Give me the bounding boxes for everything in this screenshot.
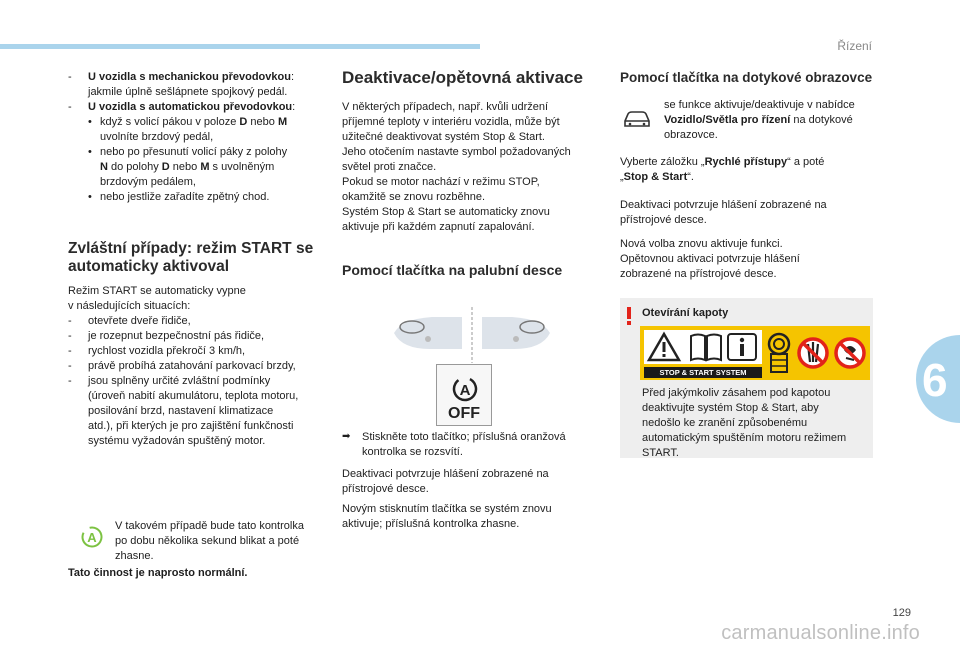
- bullet-item: • když s volicí pákou v poloze D nebo M: [88, 115, 288, 128]
- new-selection-text: Nová volba znovu aktivuje funkci. Opětovnou aktivaci potvrzuje hlášení zobrazené na přístrojové desce.: [620, 238, 800, 280]
- chapter-tab: [916, 335, 960, 423]
- header-bar: [0, 44, 480, 49]
- stop-start-system-banner: STOP & START SYSTEM: [644, 367, 762, 378]
- reactivate-text: Novým stisknutím tlačítka se systém znovu aktivuje; příslušná kontrolka zhasne.: [342, 503, 552, 530]
- car-lights-icon: [621, 107, 653, 129]
- section-title: Řízení: [837, 39, 872, 53]
- chapter-number: 6: [922, 354, 948, 406]
- list-item: - rychlost vozidla překročí 3 km/h,: [68, 344, 246, 357]
- watermark: carmanualsonline.info: [721, 622, 920, 644]
- stop-start-indicator-icon: [80, 526, 104, 548]
- select-tab-text: Vyberte záložku „Rychlé přístupy“ a poté „Stop & Start“.: [620, 156, 825, 183]
- bullet-item: • nebo jestliže zařadíte zpětný chod.: [88, 190, 270, 203]
- normal-note: Tato činnost je naprosto normální.: [68, 567, 248, 579]
- warning-title: Otevírání kapoty: [642, 307, 729, 319]
- warning-text: Před jakýmkoliv zásahem pod kapotou deaktivujte systém Stop & Start, aby nedošlo ke zranění způsobenému automatickým spuštěním motoru režimem START.: [642, 387, 847, 459]
- stop-start-warning-label: [640, 326, 870, 380]
- dashboard-illustration: [392, 305, 552, 365]
- list-item-cont: systému vyžadován spuštěný motor.: [88, 434, 266, 447]
- svg-text:A: A: [87, 530, 97, 545]
- list-item-cont: jakmile úplně sešlápnete spojkový pedál.: [88, 85, 288, 98]
- stop-start-off-button[interactable]: [436, 364, 492, 426]
- dashboard-button-heading: Pomocí tlačítka na palubní desce: [342, 262, 563, 278]
- special-cases-text: Režim START se automaticky vypne v následujících situacích: - otevřete dveře řidiče, - je rozepnut bezpečnostní pás řidiče, - rychlost vozidla překročí 3 km/h, - právě probíhá zatahování parkovací brzdy, - jsou splněny určité zvláštní podmínky (úroveň nabití akumulátoru, teplota motoru, posilování brzd, nastavení klimatizace atd.), při kterých je pro zajištění funkčnosti systému vyžadován spuštěný motor.: [68, 284, 333, 448]
- bullet-cont: brzdovým pedálem,: [100, 175, 196, 188]
- confirm-text: Deaktivaci potvrzuje hlášení zobrazené na přístrojové desce.: [342, 468, 549, 495]
- list-item-cont: (úroveň nabití akumulátoru, teplota motoru,: [88, 389, 299, 402]
- touchscreen-heading: Pomocí tlačítka na dotykové obrazovce: [620, 70, 873, 85]
- bullet-cont: uvolníte brzdový pedál,: [100, 130, 214, 143]
- list-item-cont: posilování brzd, nastavení klimatizace: [88, 404, 274, 417]
- list-item: - U vozidla s automatickou převodovkou:: [68, 100, 296, 113]
- special-cases-heading: Zvláštní případy: režim START se automaticky aktivoval: [68, 240, 314, 275]
- list-item: - je rozepnut bezpečnostní pás řidiče,: [68, 329, 265, 342]
- list-item: - otevřete dveře řidiče,: [68, 314, 191, 327]
- no-hands-icon: [796, 332, 830, 374]
- belt-rotation-icon: [764, 330, 794, 376]
- list-item: - právě probíhá zatahování parkovací brzdy,: [68, 359, 296, 372]
- bullet-cont: N do polohy D nebo M s uvolněným: [100, 160, 275, 173]
- info-icon: [726, 332, 758, 362]
- no-fan-icon: [832, 332, 868, 374]
- hazard-triangle-icon: [646, 331, 682, 363]
- warning-exclamation-icon: [623, 306, 635, 326]
- deactivation-title: Deaktivace/opětovná aktivace: [342, 68, 583, 87]
- deactivation-text: V některých případech, např. kvůli udržení příjemné teploty v interiéru vozidla, může být užitečné deaktivovat systém Stop & Start. Jeho otočením nastavte symbol požadovaných světel proti značce. Pokud se motor nachází v režimu STOP, okamžitě se znovu rozběhne. Systém Stop & Start se automaticky znovu aktivuje při každém zapnutí zapalování.: [342, 101, 571, 233]
- off-label: OFF: [448, 405, 480, 422]
- svg-text:A: A: [459, 382, 471, 399]
- note-text: V takovém případě bude tato kontrolka po dobu několika sekund blikat a poté zhasne.: [115, 520, 304, 562]
- manual-book-icon: [688, 332, 724, 362]
- confirm-text-touch: Deaktivaci potvrzuje hlášení zobrazené na přístrojové desce.: [620, 199, 827, 226]
- press-instruction: ➡ Stiskněte toto tlačítko; příslušná oranžová kontrolka se rozsvítí.: [342, 431, 566, 458]
- page-number: 129: [892, 607, 911, 619]
- arrow-icon: ➡: [342, 431, 351, 442]
- column-left: [68, 70, 333, 205]
- list-item-cont: atd.), při kterých je pro zajištění funkčnosti: [88, 419, 294, 432]
- bullet-item: • nebo po přesunutí volicí páky z polohy: [88, 145, 288, 158]
- list-item: - U vozidla s mechanickou převodovkou:: [68, 71, 295, 83]
- list-item: - jsou splněny určité zvláštní podmínky: [68, 374, 271, 387]
- touchscreen-text: se funkce aktivuje/deaktivuje v nabídce Vozidlo/Světla pro řízení na dotykové obrazovce.: [664, 99, 855, 141]
